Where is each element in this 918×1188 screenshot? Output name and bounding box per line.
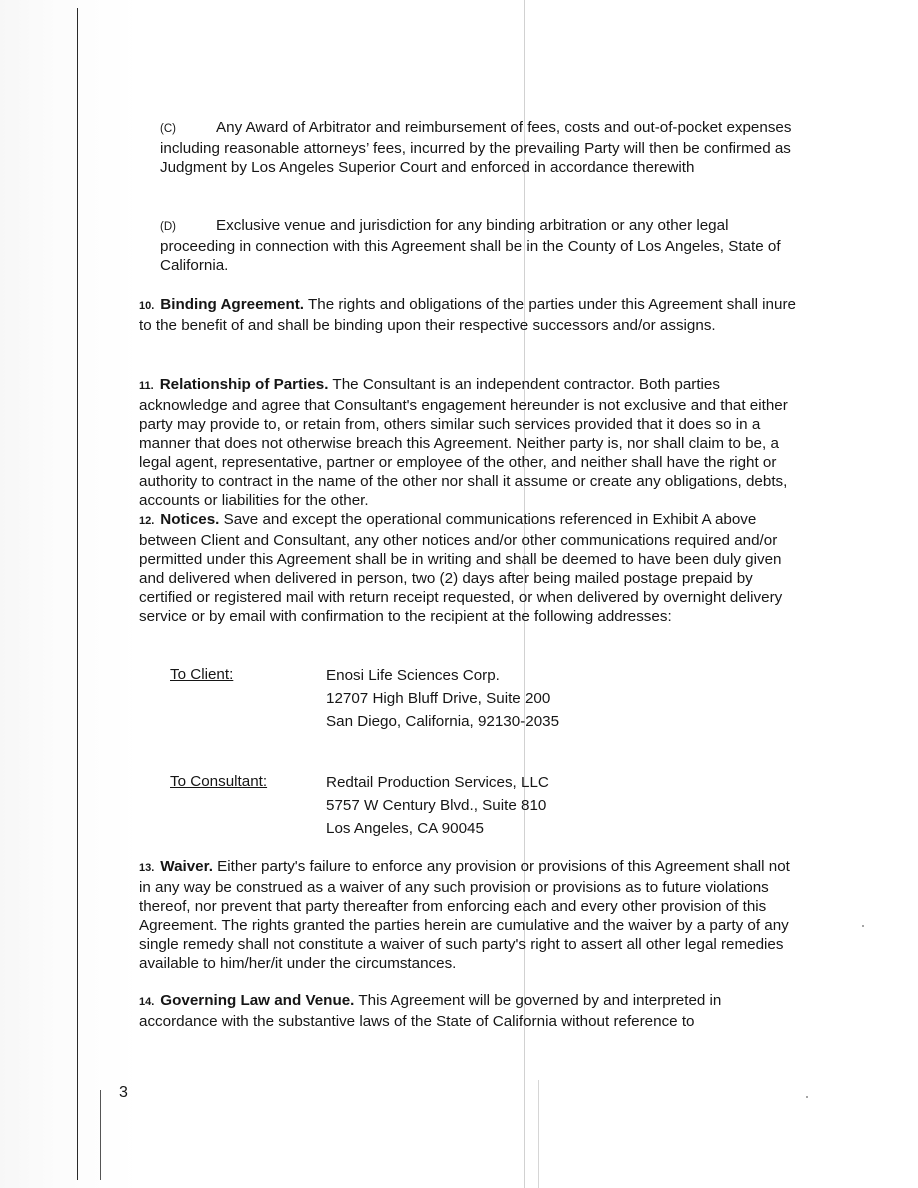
- consultant-address-block: [326, 771, 549, 840]
- section-11-number: 11.: [139, 380, 154, 392]
- clause-9c-label: (C): [160, 123, 176, 135]
- consultant-address-line: 5757 W Century Blvd., Suite 810: [326, 797, 547, 814]
- section-13-number: 13.: [139, 862, 155, 874]
- consultant-address-line: Redtail Production Services, LLC: [326, 774, 549, 791]
- client-address-line: San Diego, California, 92130-2035: [326, 713, 560, 730]
- section-12-text: Save and except the operational communications referenced in Exhibit A above between Client and Consultant, any other notices and/or other communications required and/or permitted under this Agreement shall be in writing and shall be deemed to have been duly given and delivered when delivered in person, two (2) days after being mailed postage prepaid by certified or registered mail with return receipt requested, or when delivered by overnight delivery service or by email with confirmation to the recipient at the following addresses:: [139, 511, 783, 625]
- scan-speck: [806, 1096, 808, 1098]
- clause-9d-label: (D): [160, 221, 176, 233]
- section-10-title: Binding Agreement.: [160, 296, 305, 313]
- section-14-governing-law: [139, 991, 799, 1031]
- consultant-address-label: To Consultant:: [170, 773, 268, 790]
- clause-9d: [160, 216, 800, 275]
- left-margin-rule: [77, 8, 78, 1180]
- section-10-number: 10.: [139, 300, 155, 312]
- section-11-title: Relationship of Parties.: [159, 376, 329, 393]
- client-address-line: Enosi Life Sciences Corp.: [326, 667, 500, 684]
- client-address-label: To Client:: [170, 666, 234, 683]
- section-12-notices: [139, 510, 799, 626]
- client-address-line: 12707 High Bluff Drive, Suite 200: [326, 690, 551, 707]
- section-13-text: Either party's failure to enforce any provision or provisions of this Agreement shall not in any way be construed as a waiver of any such provision or provisions as to future violations thereof, nor prevent that party thereafter from enforcing each and every other provision of this Agreement. The rights granted the parties herein are cumulative and the waiver by a party of any single remedy shall not constitute a waiver of such party's right to assert all other legal remedies available to him/her/it under the circumstances.: [139, 858, 790, 972]
- section-11-relationship-of-parties: [139, 375, 799, 510]
- section-14-title: Governing Law and Venue.: [160, 992, 355, 1009]
- lower-margin-rule: [100, 1090, 101, 1180]
- section-13-waiver: [139, 857, 799, 973]
- section-10-text: The rights and obligations of the parties under this Agreement shall inure to the benefit of and shall be binding upon their respective successors and/or assigns.: [139, 296, 796, 334]
- clause-9c: [160, 118, 800, 177]
- page-number: 3: [119, 1084, 128, 1101]
- scan-speck: [862, 925, 864, 927]
- scan-fold-line-lower: [538, 1080, 539, 1188]
- section-10-binding-agreement: [139, 295, 799, 335]
- section-11-text: The Consultant is an independent contractor. Both parties acknowledge and agree that Consultant's engagement hereunder is not exclusive and that either party may provide to, or retain from, others similar such services provided that it does so in a manner that does not otherwise breach this Agreement. Neither party is, nor shall claim to be, a legal agent, representative, partner or employee of the other, and neither shall have the right or authority to contract in the name of the other nor shall it assume or create any obligations, debts, accounts or liabilities for the other.: [139, 376, 788, 509]
- section-14-number: 14.: [139, 996, 155, 1008]
- section-12-title: Notices.: [160, 511, 220, 528]
- clause-9c-text: Any Award of Arbitrator and reimbursement of fees, costs and out-of-pocket expenses including reasonable attorneys’ fees, incurred by the prevailing Party will then be confirmed as Judgment by Los Angeles Superior Court and enforced in accordance therewith: [160, 119, 792, 176]
- section-12-number: 12.: [139, 515, 155, 527]
- section-14-text: This Agreement will be governed by and interpreted in accordance with the substantive laws of the State of California without reference to: [139, 992, 722, 1030]
- consultant-address-line: Los Angeles, CA 90045: [326, 820, 484, 837]
- client-address-block: [326, 664, 559, 733]
- section-13-title: Waiver.: [160, 858, 213, 875]
- clause-9d-text: Exclusive venue and jurisdiction for any binding arbitration or any other legal proceeding in connection with this Agreement shall be in the County of Los Angeles, State of California.: [160, 217, 781, 274]
